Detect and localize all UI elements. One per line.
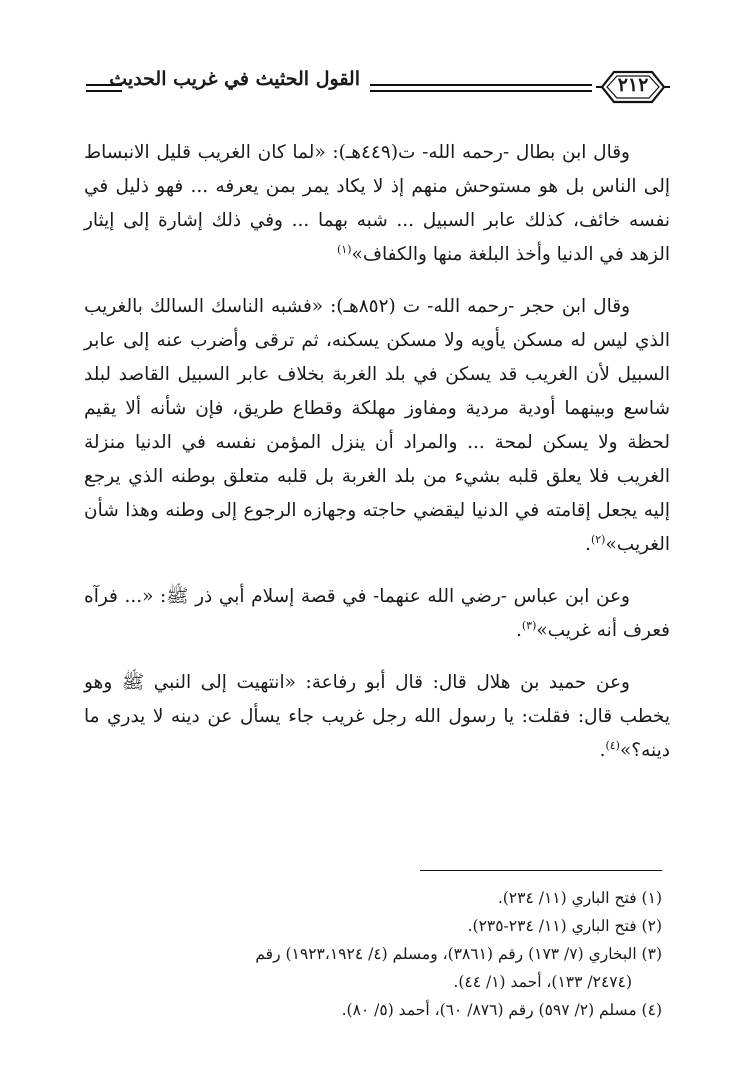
footnote: (١) فتح الباري (١١/ ٢٣٤). bbox=[497, 889, 662, 907]
page-number-badge bbox=[596, 68, 670, 106]
footnote-separator bbox=[420, 870, 662, 871]
header-rule bbox=[370, 90, 592, 92]
paragraph-tail: . bbox=[585, 534, 591, 555]
paragraph-text: وقال ابن حجر -رحمه الله- ت (٨٥٢هـ): «فشبه الناسك السالك بالغريب الذي ليس له مسكن يأويه ولا مسكن يسكنه، ثم ترقى وأضرب عنه إلى عابر السبيل لأن الغريب قد يسكن في بلد الغربة بخلاف عابر السبيل القاصد لبلد شاسع وبينهما أودية مردية ومفاوز مهلكة وقطاع طريق، فإن شأنه ألا يقيم لحظة ولا يسكن لمحة ... والمراد أن ينزل المؤمن نفسه في الدنيا منزلة الغريب فلا يعلق قلبه بشيء من بلد الغربة بل قلبه متعلق بوطنه الذي يرجع إليه يجعل إقامته في الدنيا ليقضي حاجته وجهازه الرجوع إلى وطنه وهذا شأن الغريب» bbox=[84, 296, 670, 555]
footnote: (٢) فتح الباري (١١/ ٢٣٤-٢٣٥). bbox=[467, 917, 662, 935]
paragraph-text: وعن حميد بن هلال قال: قال أبو رفاعة: «انتهيت إلى النبي ﷺ وهو يخطب قال: فقلت: يا رسول الله رجل غريب جاء يسأل عن دينه لا يدري ما دينه؟» bbox=[84, 672, 670, 761]
footnotes bbox=[86, 884, 662, 1024]
paragraph bbox=[84, 290, 670, 562]
footnote: (٣) البخاري (٧/ ١٧٣) رقم (٣٨٦١)، ومسلم (٤/ ١٩٢٣،١٩٢٤) رقم bbox=[255, 945, 662, 963]
main-text bbox=[84, 136, 670, 786]
footnote-ref[interactable]: (٢) bbox=[590, 532, 606, 546]
paragraph bbox=[84, 580, 670, 648]
footnote-ref[interactable]: (٣) bbox=[521, 618, 537, 632]
paragraph-text: وقال ابن بطال -رحمه الله- ت(٤٤٩هـ): «لما كان الغريب قليل الانبساط إلى الناس بل هو مستوحش منهم إذ لا يكاد يمر بمن يعرفه ... فهو ذليل في نفسه خائف، كذلك عابر السبيل ... شبه بهما ... وفي ذلك إشارة إلى إيثار الزهد في الدنيا وأخذ البلغة منها والكفاف» bbox=[84, 142, 670, 265]
paragraph-tail: . bbox=[515, 620, 522, 641]
paragraph-tail: . bbox=[599, 740, 606, 761]
footnote: (٤) مسلم (٢/ ٥٩٧) رقم (٨٧٦/ ٦٠)، أحمد (٥/ ٨٠). bbox=[341, 1001, 662, 1019]
book-title: القول الحثيث في غريب الحديث bbox=[109, 68, 360, 90]
page-number: ٢١٢ bbox=[617, 74, 649, 96]
footnote-continuation: (٢٤٧٤/ ١٣٣)، أحمد (١/ ٤٤). bbox=[453, 973, 632, 991]
header-rule bbox=[370, 84, 592, 86]
paragraph bbox=[84, 666, 670, 768]
paragraph bbox=[84, 136, 670, 272]
running-header bbox=[86, 62, 672, 110]
footnote-ref[interactable]: (١) bbox=[337, 242, 352, 256]
paragraph-text: وعن ابن عباس -رضي الله عنهما- في قصة إسلام أبي ذر ﷺ: «... فرآه فعرف أنه غريب» bbox=[84, 586, 670, 641]
header-rule bbox=[86, 90, 122, 92]
footnote-ref[interactable]: (٤) bbox=[605, 738, 620, 752]
